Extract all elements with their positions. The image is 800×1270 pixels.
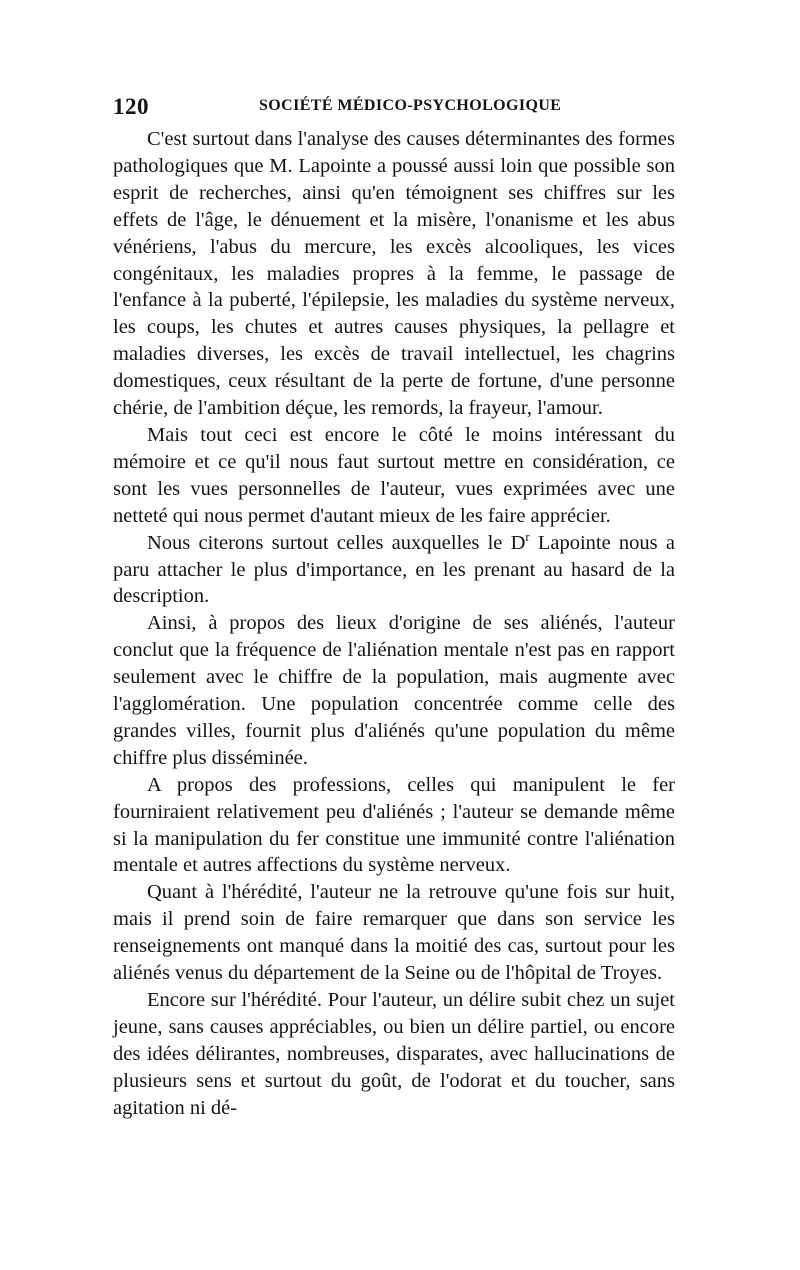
paragraph-heredity-continued: Encore sur l'hérédité. Pour l'auteur, un délire subit chez un sujet jeune, sans causes appréciables, ou bien un délire partiel, ou encore des idées délirantes, nombreuses, disparates, avec hallucinations de plusieurs sens et surtout du goût, de l'odorat et du toucher, sans agitation ni dé- — [113, 989, 675, 1119]
paragraph-heredity: Quant à l'hérédité, l'auteur ne la retrouve qu'une fois sur huit, mais il prend soin de faire remarquer que dans son service les renseignements ont manqué dans la moitié des cas, surtout pour les aliénés venus du département de la Seine ou de l'hôpital de Troyes. — [113, 881, 675, 985]
running-header — [113, 94, 673, 120]
doctor-abbreviation-superscript: r — [525, 529, 530, 544]
running-title: SOCIÉTÉ MÉDICO-PSYCHOLOGIQUE — [259, 97, 562, 114]
paragraph-citations — [113, 530, 675, 611]
paragraph-citations-end: Lapointe nous a paru attacher le plus d'importance, en les prenant au hasard de la description. — [113, 531, 675, 608]
paragraph-citations-start: Nous citerons surtout celles auxquelles le D — [147, 531, 526, 554]
paragraph-personal-views: Mais tout ceci est encore le côté le moins intéressant du mémoire et ce qu'il nous faut surtout mettre en considération, ce sont les vues personnelles de l'auteur, vues exprimées avec une netteté qui nous permet d'autant mieux de les faire apprécier. — [113, 423, 675, 527]
paragraph-origin: Ainsi, à propos des lieux d'origine de ses aliénés, l'auteur conclut que la fréquence de l'aliénation mentale n'est pas en rapport seulement avec le chiffre de la population, mais augmente avec l'agglomération. Une population concentrée comme celle des grandes villes, fournit plus d'aliénés qu'une population du même chiffre plus disséminée. — [113, 612, 675, 769]
paragraph-causes: C'est surtout dans l'analyse des causes déterminantes des formes pathologiques que M. Lapointe a poussé aussi loin que possible son esprit de recherches, ainsi qu'en témoignent ses chiffres sur les effets de l'âge, le dénuement et la misère, l'onanisme et les abus vénériens, l'abus du mercure, les excès alcooliques, les vices congénitaux, les maladies propres à la femme, le passage de l'enfance à la puberté, l'épilepsie, les maladies du système nerveux, les coups, les chutes et autres causes physiques, la pellagre et maladies diverses, les excès de travail intellectuel, les chagrins domestiques, ceux résultant de la perte de fortune, d'une personne chérie, de l'ambition déçue, les remords, la frayeur, l'amour. — [113, 128, 675, 420]
page-number: 120 — [113, 94, 149, 119]
paragraph-professions: A propos des professions, celles qui manipulent le fer fourniraient relativement peu d'aliénés ; l'auteur se demande même si la manipulation du fer constitue une immunité contre l'aliénation mentale et autres affections du système nerveux. — [113, 773, 675, 877]
body-text — [113, 126, 675, 1122]
